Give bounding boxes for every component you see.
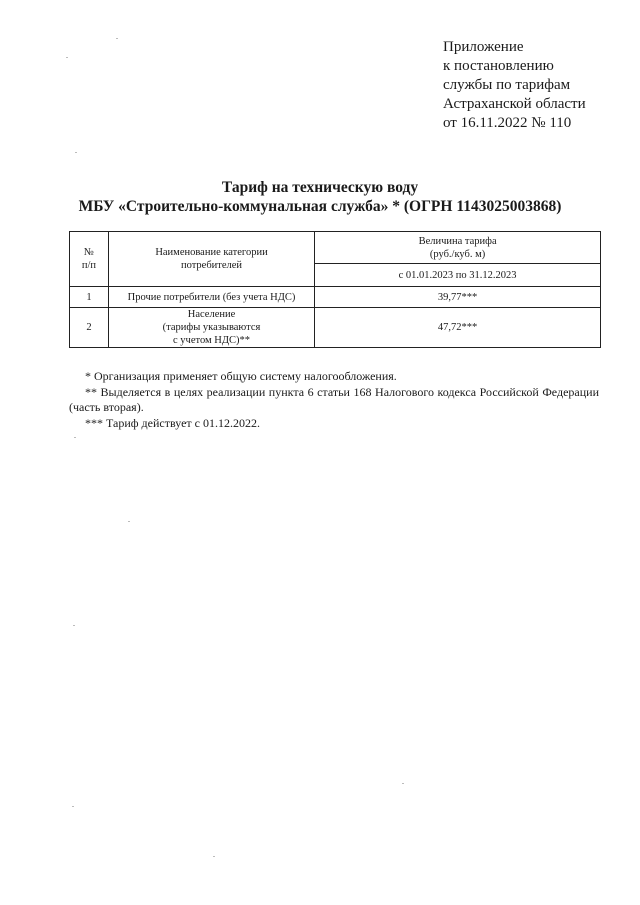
table-row: [70, 308, 601, 348]
appendix-line: от 16.11.2022 № 110: [443, 115, 572, 131]
table-row: [70, 287, 601, 308]
document-title-line-2: МБУ «Строительно-коммунальная служба» * (ОГРН 1143025003868): [78, 198, 562, 215]
header-value-line-2: (руб./куб. м): [429, 248, 486, 260]
document-title-line-1: Тариф на техническую воду: [221, 179, 419, 196]
footnote-2: ** Выделяется в целях реализации пункта 6 статьи 168 Налогового кодекса Российской Федерации (часть вторая).: [69, 384, 599, 414]
footnotes: [69, 369, 599, 431]
scan-speck: [402, 783, 404, 784]
appendix-line: Астраханской области: [443, 96, 586, 112]
scan-speck: [74, 437, 76, 438]
footnote-1: * Организация применяет общую систему налогообложения.: [85, 369, 397, 383]
appendix-line: службы по тарифам: [443, 77, 571, 93]
header-value-cell: [315, 232, 601, 264]
row-num-cell: 2: [70, 308, 109, 348]
scan-speck: [213, 856, 215, 857]
row-category-cell: [108, 308, 314, 348]
footnote-3: *** Тариф действует с 01.12.2022.: [85, 415, 260, 430]
header-value-line-1: Величина тарифа: [418, 235, 497, 247]
scan-speck: [73, 625, 75, 626]
row-category-line-2: (тарифы указываются: [162, 322, 261, 333]
header-num-cell: [70, 232, 109, 287]
scan-speck: [116, 38, 118, 39]
row-category-line-3: с учетом НДС)**: [173, 335, 251, 346]
appendix-line: к постановлению: [443, 58, 554, 74]
header-category-cell: [108, 232, 314, 287]
table-header-row: [70, 232, 601, 264]
appendix-line: Приложение: [443, 39, 524, 55]
scan-speck: [75, 152, 77, 153]
tariff-table: [69, 231, 601, 348]
row-category-cell: Прочие потребители (без учета НДС): [108, 287, 314, 308]
scan-speck: [66, 57, 68, 58]
scan-speck: [72, 806, 74, 807]
header-category-line-1: Наименование категории: [155, 247, 268, 258]
header-period-cell: с 01.01.2023 по 31.12.2023: [315, 264, 601, 287]
scan-speck: [128, 521, 130, 522]
header-num-line-1: №: [83, 247, 94, 258]
header-category-line-2: потребителей: [180, 260, 243, 271]
row-num-cell: 1: [70, 287, 109, 308]
row-value-cell: 39,77***: [315, 287, 601, 308]
appendix-block: [443, 38, 586, 133]
row-value-cell: 47,72***: [315, 308, 601, 348]
row-category-line-1: Население: [187, 309, 236, 320]
header-num-line-2: п/п: [81, 260, 97, 271]
